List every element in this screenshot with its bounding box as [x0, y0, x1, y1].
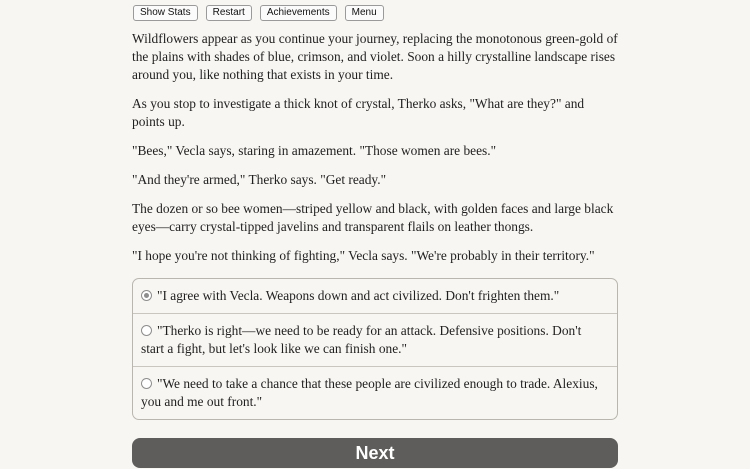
show-stats-button[interactable]: Show Stats [133, 5, 198, 21]
menu-button[interactable]: Menu [345, 5, 384, 21]
choice-label: "I agree with Vecla. Weapons down and act civilized. Don't frighten them." [157, 288, 560, 303]
story-paragraph: "And they're armed," Therko says. "Get ready." [132, 172, 387, 187]
story-paragraph: The dozen or so bee women—striped yellow and black, with golden faces and large black eyes—carry crystal-tipped javelins and transparent flails on leather thongs. [132, 201, 614, 234]
choice-label: "Therko is right—we need to be ready for an attack. Defensive positions. Don't start a fight, but let's look like we can finish one." [141, 323, 582, 356]
choice-label: "We need to take a chance that these people are civilized enough to trade. Alexius, you and me out front." [141, 376, 598, 409]
choice-option-2[interactable] [133, 313, 617, 366]
story-paragraph: "I hope you're not thinking of fighting," Vecla says. "We're probably in their territory." [132, 248, 595, 263]
choice-option-1[interactable] [133, 279, 617, 313]
achievements-button[interactable]: Achievements [260, 5, 337, 21]
story-paragraph: "Bees," Vecla says, staring in amazement. "Those women are bees." [132, 143, 497, 158]
radio-button-selected[interactable] [141, 290, 152, 301]
restart-button[interactable]: Restart [206, 5, 252, 21]
next-button[interactable]: Next [132, 438, 618, 468]
story-paragraph: As you stop to investigate a thick knot of crystal, Therko asks, "What are they?" and points up. [132, 96, 585, 129]
toolbar [133, 5, 384, 21]
story-paragraph: Wildflowers appear as you continue your journey, replacing the monotonous green-gold of the plains with shades of blue, crimson, and violet. Soon a hilly crystalline landscape rises around you, like nothing that exists in your time. [132, 31, 618, 82]
radio-button[interactable] [141, 378, 152, 389]
choice-option-3[interactable] [133, 366, 617, 419]
choice-list [132, 278, 618, 420]
story-text [132, 30, 618, 276]
radio-button[interactable] [141, 325, 152, 336]
